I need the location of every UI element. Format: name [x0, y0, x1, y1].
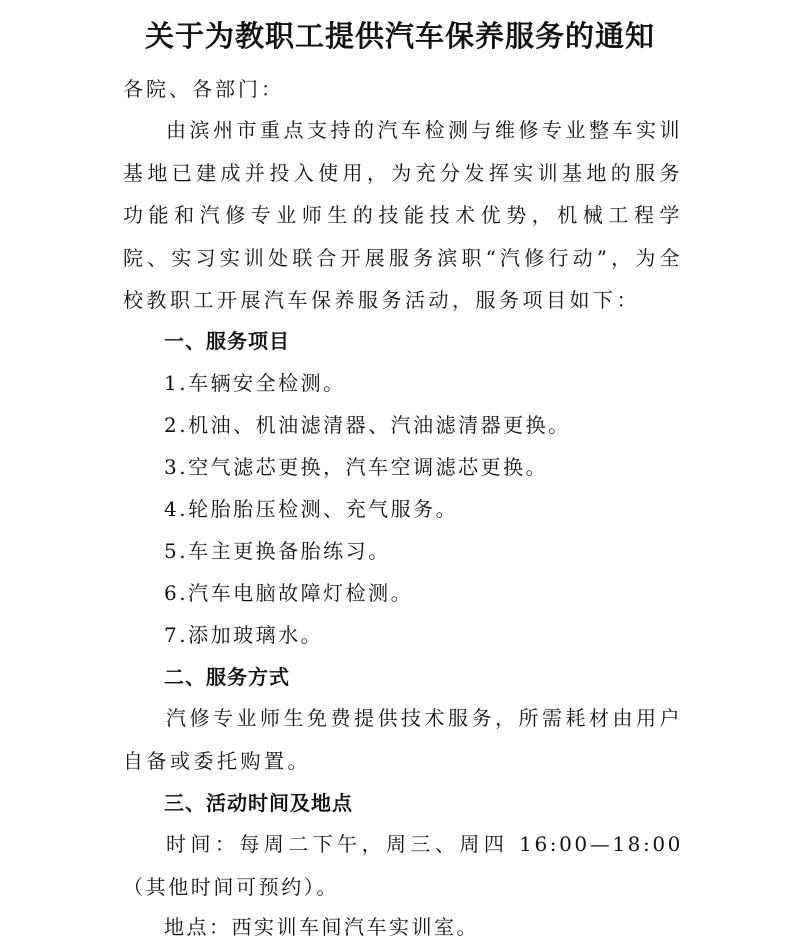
activity-time-paragraph: 时间：每周二下午，周三、周四 16:00—18:00（其他时间可预约）。 [123, 832, 683, 899]
section-heading-service-method: 二、服务方式 [164, 665, 290, 689]
document-title: 关于为教职工提供汽车保养服务的通知 [144, 19, 655, 53]
activity-place: 地点：西实训车间汽车实训室。 [164, 915, 479, 939]
service-item: 3.空气滤芯更换，汽车空调滤芯更换。 [164, 455, 549, 479]
service-item: 4.轮胎胎压检测、充气服务。 [164, 497, 459, 521]
service-item: 2.机油、机油滤清器、汽油滤清器更换。 [164, 413, 571, 437]
section-heading-time-place: 三、活动时间及地点 [164, 791, 353, 815]
intro-paragraph: 由滨州市重点支持的汽车检测与维修专业整车实训基地已建成并投入使用，为充分发挥实训基地的服务功能和汽修专业师生的技能技术优势，机械工程学院、实习实训处联合开展服务滨职“汽修行动”，为全校教职工开展汽车保养服务活动，服务项目如下： [123, 118, 683, 312]
service-item: 7.添加玻璃水。 [164, 623, 324, 647]
salutation: 各院、各部门： [123, 77, 284, 101]
service-item: 5.车主更换备胎练习。 [164, 539, 391, 563]
section-heading-service-items: 一、服务项目 [164, 329, 290, 353]
service-method-paragraph: 汽修专业师生免费提供技术服务，所需耗材由用户自备或委托购置。 [123, 706, 683, 773]
service-item: 6.汽车电脑故障灯检测。 [164, 581, 414, 605]
service-item: 1.车辆安全检测。 [164, 371, 346, 395]
